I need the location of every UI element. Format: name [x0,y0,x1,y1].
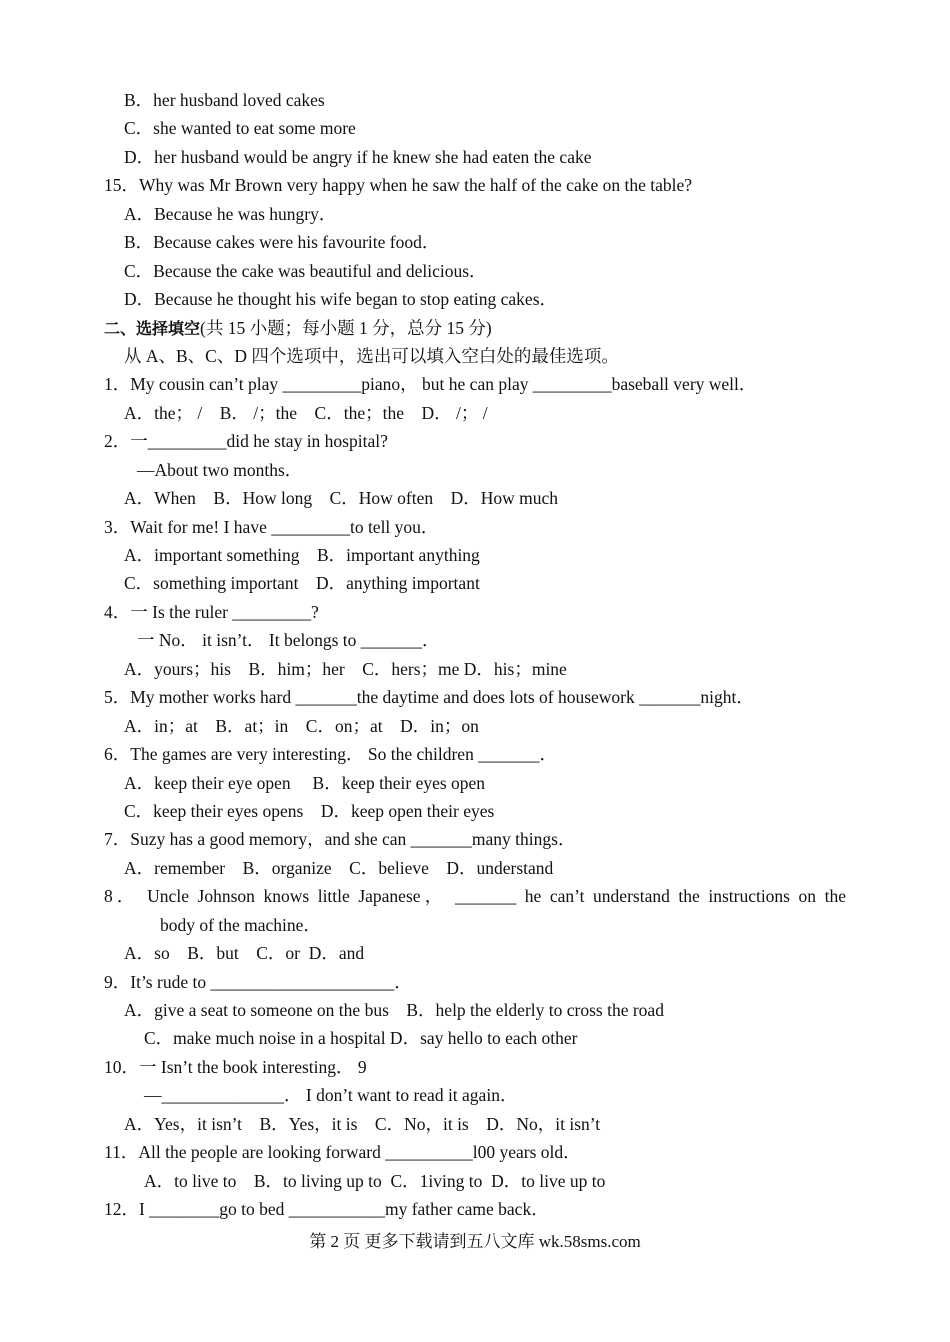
document-page [0,86,950,1224]
page-footer: 第 2 页 更多下载请到五八文库 wk.58sms.com [309,1232,641,1251]
q1-stem: 1．My cousin can’t play _________piano， but he can play _________baseball very well． [104,374,757,395]
q4-dialogue: 一 No． it isn’t． It belongs to _______． [137,630,440,651]
q9-options-cd: C．make much noise in a hospital D．say hello to each other [144,1028,578,1049]
section-scoring: (共 15 小题；每小题 1 分，总分 15 分) [200,317,492,338]
q4-stem: 4．一 Is the ruler _________? [104,601,319,622]
q6-options-cd: C．keep their eyes opens D．keep open their eyes [124,800,495,821]
q8-options: A．so B．but C．or D．and [124,943,365,964]
q9-options-ab: A．give a seat to someone on the bus B．help the elderly to cross the road [124,1000,664,1020]
q10-stem: 10．一 Isn’t the book interesting． 9 [104,1056,367,1077]
q9-stem: 9．It’s rude to _____________________． [104,971,412,992]
section-heading [0,314,950,342]
q8-stem: 8． Uncle Johnson knows little Japanese， _______ he can’t understand the instructions on the [104,886,846,907]
q15-option-b: B．Because cakes were his favourite food． [124,232,440,253]
q10-dialogue: —______________． I don’t want to read it again． [144,1085,518,1106]
q1-options: A．the； / B． /；the C．the；the D． /； / [124,402,488,423]
q15-stem: 15．Why was Mr Brown very happy when he saw the half of the cake on the table? [104,175,693,196]
q7-options: A．remember B．organize C．believe D．understand [124,857,554,878]
q8-stem-continued: body of the machine． [160,914,321,935]
q5-options: A．in；at B．at；in C．on；at D．in；on [124,715,479,736]
q7-stem: 7．Suzy has a good memory，and she can _______many things． [104,829,576,850]
q12-stem: 12．I ________go to bed ___________my father came back． [104,1199,549,1220]
q15-option-d: D．Because he thought his wife began to stop eating cakes． [124,289,558,310]
q11-stem: 11．All the people are looking forward __________l00 years old． [104,1142,581,1163]
q3-options-cd: C．something important D．anything important [124,573,480,594]
q10-options: A．Yes，it isn’t B．Yes，it is C．No，it is D．No，it isn’t [124,1113,601,1134]
q4-options: A．yours；his B．him；her C．hers；me D．his；mine [124,658,567,679]
q3-stem: 3．Wait for me! I have _________to tell you． [104,516,439,537]
section-title: 二、选择填空 [104,318,201,338]
q2-stem: 2．一_________did he stay in hospital? [104,431,388,452]
q3-options-ab: A．important something B．important anything [124,545,480,565]
q6-stem: 6．The games are very interesting． So the children _______． [104,744,557,765]
q2-options: A．When B．How long C．How often D．How much [124,488,559,509]
q14-option-c: C．she wanted to eat some more [124,118,356,139]
section-instructions: 从 A、B、C、D 四个选项中，选出可以填入空白处的最佳选项。 [124,345,619,366]
q15-option-c: C．Because the cake was beautiful and delicious． [124,260,487,281]
q14-option-d: D．her husband would be angry if he knew she had eaten the cake [124,146,592,167]
q6-options-ab: A．keep their eye open B．keep their eyes open [124,772,486,793]
q2-dialogue: —About two months． [137,459,303,480]
q11-options: A．to live to B．to living up to C．1iving to D．to live up to [144,1170,606,1191]
q5-stem: 5．My mother works hard _______the daytime and does lots of housework _______night． [104,687,754,708]
q14-option-b: B．her husband loved cakes [124,90,325,110]
q15-option-a: A．Because he was hungry． [124,203,337,224]
